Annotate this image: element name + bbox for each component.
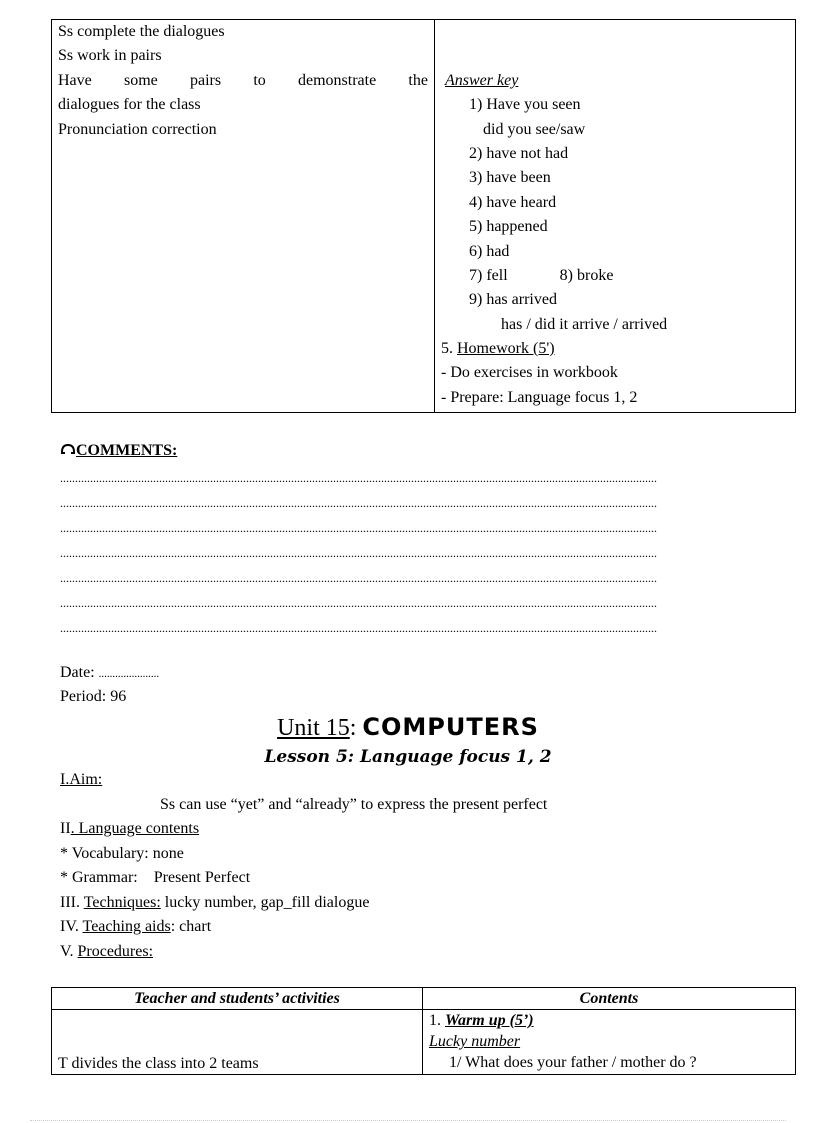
- homework-item: - Prepare: Language focus 1, 2: [441, 388, 638, 406]
- activity-line: Ss complete the dialogues: [58, 23, 225, 40]
- justified-word: to: [253, 71, 266, 89]
- homework-title: Homework (5'): [457, 340, 555, 358]
- justified-word: Have: [58, 71, 92, 89]
- vocabulary-line: * Vocabulary: none: [60, 845, 184, 862]
- activity-line: Ss work in pairs: [58, 47, 162, 65]
- techniques-label: Techniques:: [83, 894, 161, 911]
- date-value: ......................: [98, 668, 160, 680]
- answer-item: has / did it arrive / arrived: [501, 315, 668, 333]
- homework-heading: [439, 337, 791, 361]
- answer-item: 8) broke: [559, 266, 614, 284]
- comments-heading: [60, 441, 177, 461]
- page-footer-divider: [30, 1120, 786, 1121]
- comment-dot-line: .......................................................................................................................................................................................................: [60, 497, 657, 509]
- justified-word: the: [408, 71, 428, 89]
- teaching-aids-line: IV. Teaching aids: chart: [60, 918, 212, 935]
- unit-title: [0, 712, 816, 742]
- contents-cell: [423, 1010, 796, 1075]
- activity-line-justified: [58, 69, 428, 93]
- language-contents-heading: II. Language contents: [60, 820, 200, 837]
- procedures-table: [51, 987, 796, 1075]
- comment-dot-line: .......................................................................................................................................................................................................: [60, 572, 657, 584]
- answer-item: 5) happened: [469, 218, 548, 236]
- teaching-aids-label: Teaching aids: [82, 918, 171, 935]
- justified-word: demonstrate: [297, 71, 377, 89]
- lesson-title: Lesson 5: Language focus 1, 2: [264, 747, 552, 767]
- unit-name: COMPUTERS: [362, 713, 539, 741]
- header-activities: Teacher and students’ activities: [52, 988, 423, 1010]
- period-line: Period: 96: [60, 688, 127, 705]
- homework-item: - Do exercises in workbook: [441, 364, 618, 382]
- teaching-aids-value: : chart: [170, 918, 212, 935]
- procedures-line: V. Procedures:: [60, 943, 154, 960]
- date-line: [60, 662, 159, 685]
- answer-item: 2) have not had: [469, 144, 569, 162]
- answer-item: did you see/saw: [483, 120, 586, 138]
- grammar-label: * Grammar:: [60, 869, 138, 886]
- warmup-question: 1/ What does your father / mother do ?: [449, 1054, 697, 1071]
- answer-item: 6) had: [469, 242, 510, 260]
- comment-dot-line: .......................................................................................................................................................................................................: [60, 472, 657, 484]
- comment-dot-line: .......................................................................................................................................................................................................: [60, 622, 657, 634]
- lucky-number-label: Lucky number: [429, 1033, 521, 1050]
- warmup-heading: 1. Warm up (5’): [429, 1012, 534, 1029]
- comments-label: COMMENTS:: [76, 442, 178, 459]
- answer-item: 9) has arrived: [469, 291, 557, 309]
- activity-text: T divides the class into 2 teams: [58, 1055, 259, 1072]
- language-contents-label: . Language contents: [70, 820, 200, 837]
- contents-right-cell: [435, 20, 796, 413]
- justified-word: some: [123, 71, 158, 89]
- aim-text: Ss can use “yet” and “already” to express the present perfect: [160, 796, 548, 813]
- writing-hand-icon: [60, 443, 76, 455]
- answer-item: 7) fell: [469, 266, 508, 284]
- grammar-value: Present Perfect: [153, 869, 251, 886]
- justified-word: pairs: [189, 71, 222, 89]
- answer-key-label: Answer key: [445, 71, 519, 89]
- comment-dot-line: .......................................................................................................................................................................................................: [60, 597, 657, 609]
- activities-left-cell: [52, 20, 435, 413]
- grammar-line: [60, 867, 250, 889]
- comment-dot-line: .......................................................................................................................................................................................................: [60, 547, 657, 559]
- unit-separator: :: [349, 715, 363, 741]
- answer-item: 3) have been: [469, 169, 551, 187]
- warmup-title: Warm up (5’): [445, 1012, 534, 1029]
- answer-item: 1) Have you seen: [469, 96, 581, 114]
- aim-label: I.Aim:: [60, 771, 103, 788]
- activities-table: [51, 19, 796, 413]
- comment-dot-line: .......................................................................................................................................................................................................: [60, 522, 657, 534]
- activities-cell: [52, 1010, 423, 1075]
- techniques-line: III. Techniques: lucky number, gap_fill dialogue: [60, 894, 370, 911]
- activity-line: Pronunciation correction: [58, 120, 217, 138]
- homework-number: 5.: [441, 340, 453, 358]
- procedures-label: Procedures:: [77, 943, 154, 960]
- techniques-value: lucky number, gap_fill dialogue: [160, 894, 370, 911]
- header-contents: Contents: [423, 988, 796, 1010]
- date-label: Date:: [60, 664, 95, 681]
- answer-item-pair: [439, 264, 791, 288]
- answer-item: 4) have heard: [469, 193, 557, 211]
- activity-line: dialogues for the class: [58, 96, 201, 114]
- unit-number: Unit 15: [277, 715, 350, 741]
